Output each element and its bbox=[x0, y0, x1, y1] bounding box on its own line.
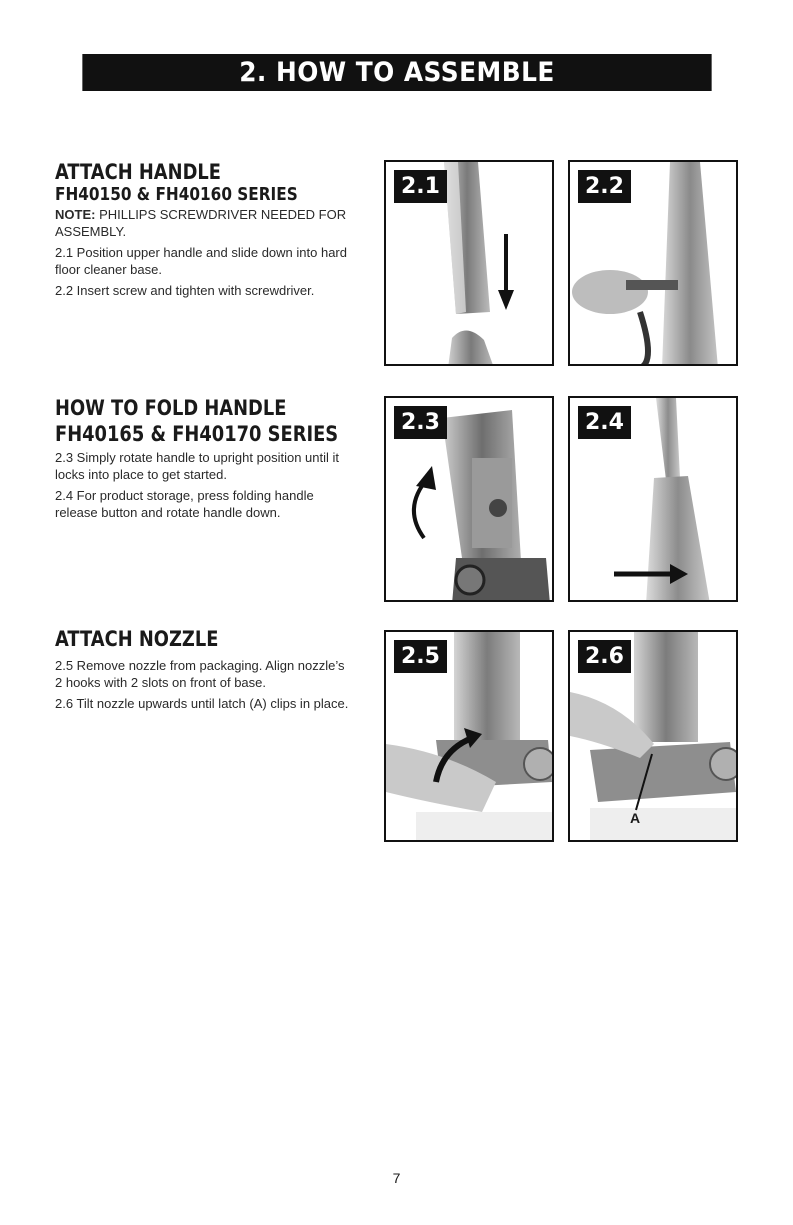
figure-2-1 bbox=[384, 160, 554, 366]
attach-handle-series: FH40150 & FH40160 SERIES bbox=[55, 184, 298, 205]
step-label-2-2: 2.2 bbox=[578, 170, 631, 203]
note-label: NOTE: bbox=[55, 207, 96, 222]
step-2-3-text: 2.3 Simply rotate handle to upright position until it locks into place to get started. bbox=[55, 450, 340, 482]
figure-2-2 bbox=[568, 160, 738, 366]
assembly-note bbox=[55, 206, 355, 240]
attach-handle-heading: ATTACH HANDLE bbox=[55, 160, 221, 184]
attach-nozzle-heading: ATTACH NOZZLE bbox=[55, 627, 219, 651]
step-label-2-1: 2.1 bbox=[394, 170, 447, 203]
step-label-2-4: 2.4 bbox=[578, 406, 631, 439]
page-number: 7 bbox=[392, 1170, 401, 1186]
figure-2-3 bbox=[384, 396, 554, 602]
fold-handle-heading: HOW TO FOLD HANDLE bbox=[55, 396, 287, 420]
section-title: 2. HOW TO ASSEMBLE bbox=[239, 57, 555, 88]
step-2-4-text: 2.4 For product storage, press folding handle release button and rotate handle down. bbox=[55, 488, 314, 520]
figure-2-4 bbox=[568, 396, 738, 602]
step-2-5-text: 2.5 Remove nozzle from packaging. Align nozzle’s 2 hooks with 2 slots on front of base. bbox=[55, 658, 345, 690]
latch-callout-a: A bbox=[630, 810, 641, 826]
step-label-2-3: 2.3 bbox=[394, 406, 447, 439]
fold-handle-series: FH40165 & FH40170 SERIES bbox=[55, 422, 339, 446]
step-label-2-5: 2.5 bbox=[394, 640, 447, 673]
section-banner bbox=[82, 54, 711, 91]
step-2-2-text: 2.2 Insert screw and tighten with screwdriver. bbox=[55, 283, 315, 298]
attach-handle-section bbox=[55, 160, 355, 303]
attach-nozzle-section bbox=[55, 627, 355, 716]
figure-2-6 bbox=[568, 630, 738, 842]
figure-2-5 bbox=[384, 630, 554, 842]
step-label-2-6: 2.6 bbox=[578, 640, 631, 673]
fold-handle-section bbox=[55, 396, 355, 525]
step-2-1-text: 2.1 Position upper handle and slide down into hard floor cleaner base. bbox=[55, 245, 347, 277]
step-2-6-text: 2.6 Tilt nozzle upwards until latch (A) clips in place. bbox=[55, 696, 349, 711]
note-text: PHILLIPS SCREWDRIVER NEEDED FOR ASSEMBLY. bbox=[55, 207, 347, 239]
